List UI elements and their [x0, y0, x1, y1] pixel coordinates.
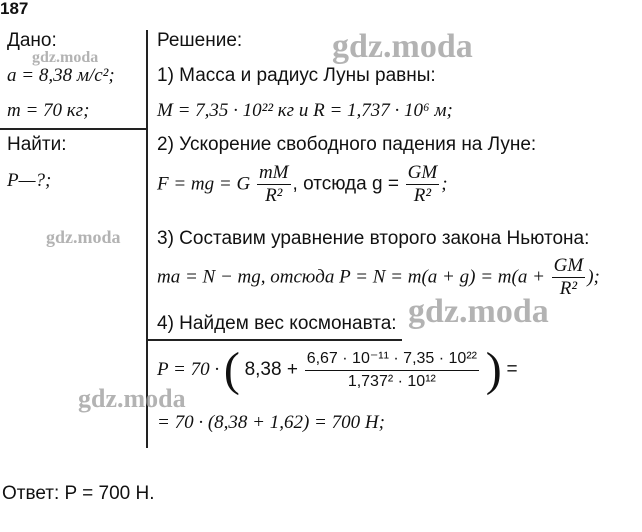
step3-text: 3) Составим уравнение второго закона Ньютона:	[157, 228, 590, 249]
calc-fraction-denominator: 1,737² · 10¹²	[347, 372, 436, 390]
step2-fraction-1-denominator: R²	[265, 185, 283, 206]
step3-fraction-numerator: GM	[553, 255, 584, 276]
step1-text: 1) Масса и радиус Луны равны:	[157, 65, 436, 86]
step3-left: ma = N − mg, отсюда P = N = m(a + g) = m(a +	[157, 266, 545, 288]
watermark: gdz.moda	[78, 384, 186, 413]
given-mass: m = 70 кг;	[7, 100, 90, 121]
step2-end: ;	[441, 173, 448, 195]
step2-fraction-2-numerator: GM	[407, 162, 438, 183]
watermark: gdz.moda	[332, 28, 473, 65]
step2-fraction-2-denominator: R²	[413, 185, 432, 206]
step3-fraction-denominator: R²	[559, 278, 578, 299]
step3-formula	[157, 256, 600, 299]
given-acceleration: a = 8,38 м/с²;	[7, 65, 115, 86]
calc-formula	[157, 343, 518, 396]
answer: Ответ: P = 700 Н.	[2, 483, 155, 504]
calc-divider	[146, 339, 402, 341]
calc-result: = 70 · (8,38 + 1,62) = 700 Н;	[157, 412, 385, 433]
step2-fraction-1-numerator: mM	[258, 162, 289, 183]
step4-text: 4) Найдем вес космонавта:	[157, 313, 397, 334]
given-find-divider	[0, 128, 147, 130]
column-divider	[146, 30, 148, 448]
watermark: gdz.moda	[46, 227, 121, 247]
step1-formula: M = 7,35 · 10²² кг и R = 1,737 · 10⁶ м;	[157, 100, 453, 121]
calc-left: P = 70 ·	[157, 359, 220, 380]
step2-mid: , отсюда g =	[292, 173, 399, 195]
given-header: Дано:	[7, 30, 57, 51]
calc-open-paren: (	[223, 343, 240, 396]
find-header: Найти:	[7, 134, 67, 155]
watermark: gdz.moda	[408, 293, 549, 330]
step2-fraction-2	[406, 163, 440, 206]
step2-left: F = mg = G	[157, 173, 251, 195]
calc-close-paren: )	[485, 343, 502, 396]
solution-header: Решение:	[157, 30, 243, 51]
calc-fraction	[305, 349, 479, 392]
step3-end: );	[587, 266, 600, 288]
step2-formula	[157, 163, 448, 206]
watermark: gdz.moda	[32, 49, 99, 66]
calc-a: 8,38 +	[244, 359, 298, 380]
step2-fraction-1	[257, 163, 291, 206]
find-weight: P—?;	[7, 170, 52, 191]
step2-text: 2) Ускорение свободного падения на Луне:	[157, 134, 537, 155]
problem-number: 187	[0, 0, 29, 18]
calc-equals: =	[506, 359, 518, 380]
step3-fraction	[552, 256, 586, 299]
calc-fraction-numerator: 6,67 · 10⁻¹¹ · 7,35 · 10²²	[305, 349, 479, 371]
